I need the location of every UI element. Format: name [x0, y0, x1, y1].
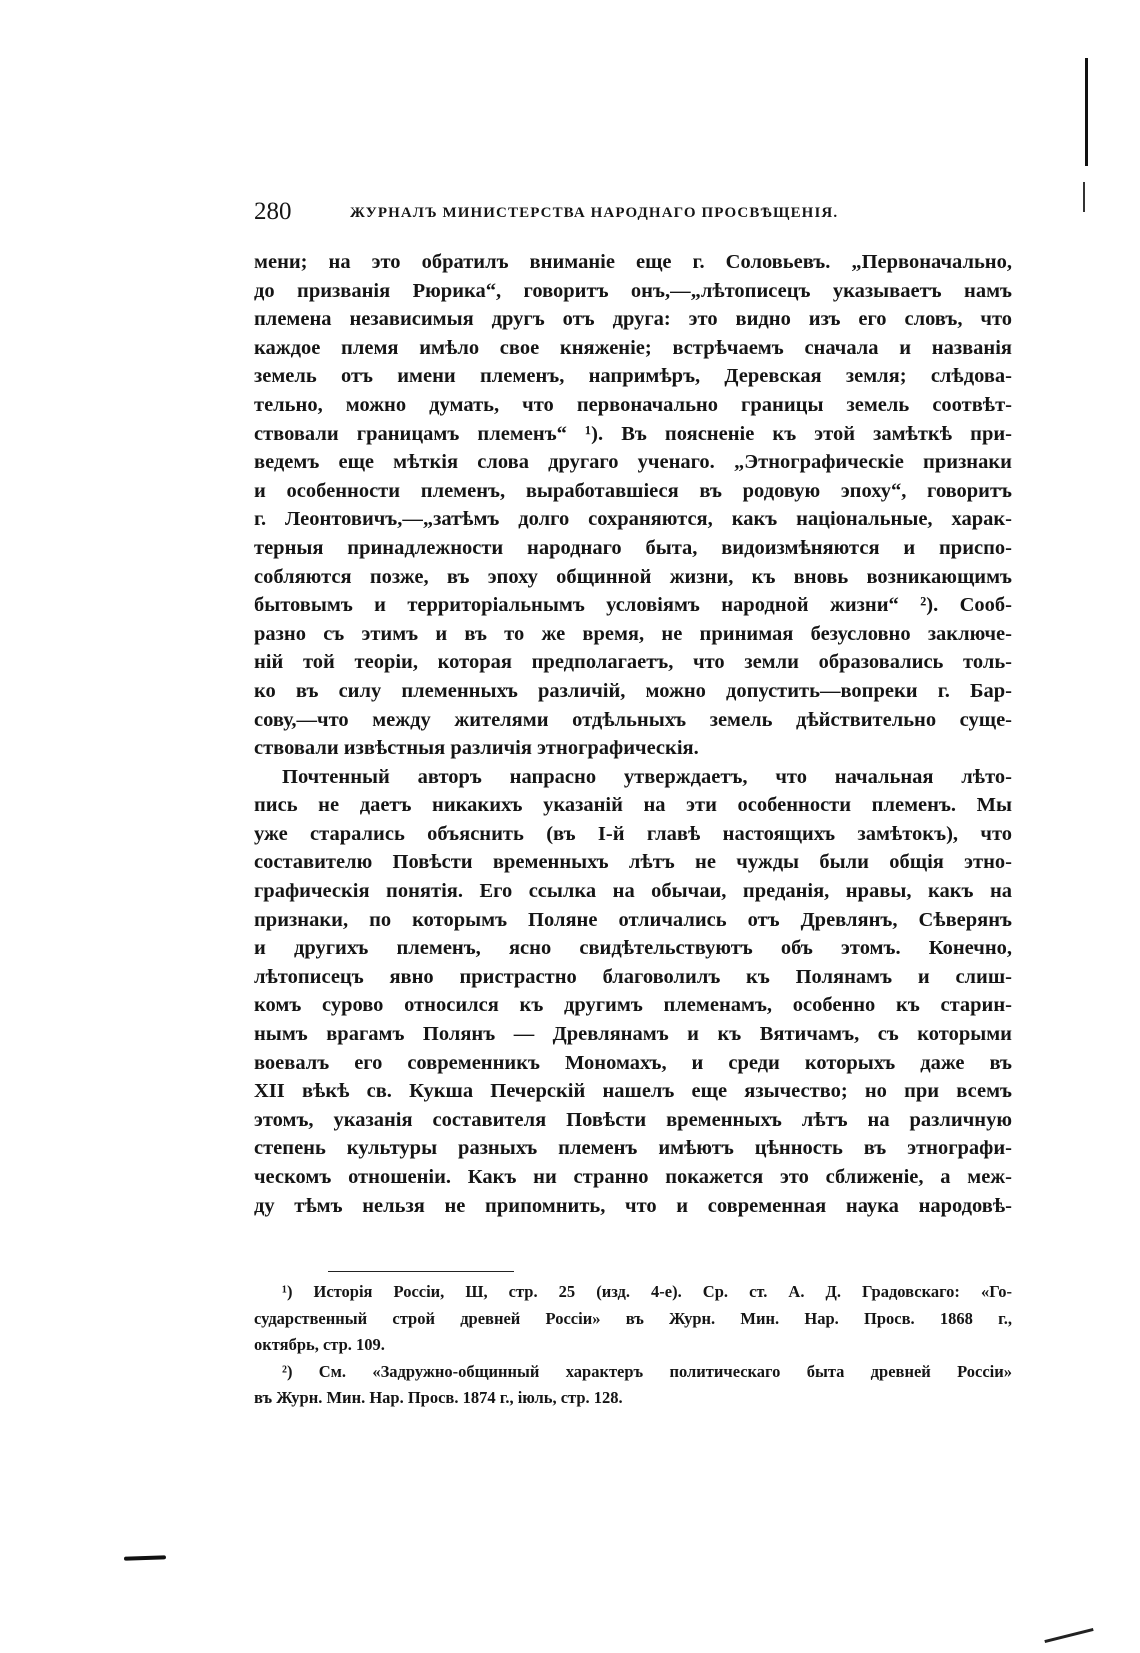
body-line: степень культуры разныхъ племенъ имѣютъ цѣнность въ этнографи-: [254, 1137, 1012, 1160]
running-title: ЖУРНАЛЪ МИНИСТЕРСТВА НАРОДНАГО ПРОСВѢЩЕНІЯ.: [350, 205, 839, 221]
body-line: и особенности племенъ, выработавшіеся въ родовую эпоху“, говоритъ: [254, 479, 1012, 502]
body-line: ческомъ отношеніи. Какъ ни странно покажется это сближеніе, а меж-: [254, 1166, 1012, 1188]
page-edge-mark-small: [1083, 182, 1085, 212]
body-text: [254, 248, 1012, 1220]
body-line: терныя принадлежности народнаго быта, видоизмѣняются и приспо-: [254, 536, 1012, 559]
body-line: этомъ, указанія составителя Повѣсти временныхъ лѣтъ на различную: [254, 1108, 1012, 1131]
body-line: бытовымъ и территоріальнымъ условіямъ народной жизни“ ²). Сооб-: [254, 594, 1012, 617]
body-line-paragraph-end: ствовали извѣстныя различія этнографическія.: [254, 737, 699, 760]
body-line: ко въ силу племенныхъ различій, можно допустить—вопреки г. Бар-: [254, 679, 1012, 702]
footnote-1-line: октябрь, стр. 109.: [254, 1335, 385, 1354]
scan-artifact-mark: [1044, 1628, 1093, 1643]
page-number: 280: [254, 198, 292, 225]
body-line: мени; на это обратилъ вниманіе еще г. Соловьевъ. „Первоначально,: [254, 251, 1012, 273]
footnotes: [254, 1279, 1012, 1412]
body-line: воевалъ его современникъ Мономахъ, и среди которыхъ даже въ: [254, 1051, 1012, 1074]
footnote-2-line: ²) См. «Задружно-общинный характеръ политическаго быта древней Россіи»: [282, 1361, 1012, 1381]
body-line: комъ сурово относился къ другимъ племенамъ, особенно къ старин-: [254, 994, 1012, 1017]
page-edge-mark: [1085, 58, 1088, 166]
body-line: составителю Повѣсти временныхъ лѣтъ не чужды были общія этно-: [254, 851, 1012, 874]
body-line: сову,—что между жителями отдѣльныхъ земель дѣйствительно суще-: [254, 708, 1012, 731]
body-line: собляются позже, въ эпоху общинной жизни, къ вновь возникающимъ: [254, 565, 1012, 588]
body-line: г. Леонтовичъ,—„затѣмъ долго сохраняются, какъ національные, харак-: [254, 508, 1012, 531]
body-line: нымъ врагамъ Полянъ — Древлянамъ и къ Вятичамъ, съ которыми: [254, 1023, 1012, 1046]
body-line: тельно, можно думать, что первоначально границы земель соотвѣт-: [254, 393, 1012, 416]
body-line: XII вѣкѣ св. Кукша Печерскій нашелъ еще язычество; но при всемъ: [254, 1080, 1012, 1103]
body-line: ній той теоріи, которая предполагаетъ, что земли образовались толь-: [254, 651, 1012, 674]
body-line: и другихъ племенъ, ясно свидѣтельствуютъ объ этомъ. Конечно,: [254, 937, 1012, 960]
body-line: каждое племя имѣло свое княженіе; встрѣчаемъ сначала и названія: [254, 336, 1012, 359]
body-line: пись не даетъ никакихъ указаній на эти особенности племенъ. Мы: [254, 794, 1012, 817]
body-line: лѣтописецъ явно пристрастно благоволилъ къ Полянамъ и слиш-: [254, 965, 1012, 988]
body-line: ствовали границамъ племенъ“ ¹). Въ поясненіе къ этой замѣткѣ при-: [254, 422, 1012, 445]
body-line: племена независимыя другъ отъ друга: это видно изъ его словъ, что: [254, 308, 1012, 331]
body-line: до призванія Рюрика“, говоритъ онъ,—„лѣтописецъ указываетъ намъ: [254, 279, 1012, 302]
page-header: [254, 198, 918, 228]
body-line: уже старались объяснить (въ І-й главѣ настоящихъ замѣтокъ), что: [254, 822, 1012, 845]
body-line: разно съ этимъ и въ то же время, не принимая безусловно заключе-: [254, 622, 1012, 645]
body-line: земель отъ имени племенъ, напримѣръ, Деревская земля; слѣдова-: [254, 365, 1012, 388]
body-line: ведемъ еще мѣткія слова другаго ученаго. „Этнографическіе признаки: [254, 451, 1012, 474]
body-line: графическія понятія. Его ссылка на обычаи, преданія, нравы, какъ на: [254, 880, 1012, 903]
footnote-1-line: ¹) Исторія Россіи, Ш, стр. 25 (изд. 4-е). Ср. ст. А. Д. Градовскаго: «Го-: [282, 1282, 1012, 1301]
footnote-1-line: сударственный строй древней Россіи» въ Журн. Мин. Нар. Просв. 1868 г.,: [254, 1308, 1012, 1328]
body-line: признаки, по которымъ Поляне отличались отъ Древлянъ, Сѣверянъ: [254, 908, 1012, 931]
body-line-paragraph-start: Почтенный авторъ напрасно утверждаетъ, что начальная лѣто-: [282, 765, 1012, 788]
body-line: ду тѣмъ нельзя не припомнить, что и современная наука народовѣ-: [254, 1194, 1012, 1217]
scan-artifact-mark: [124, 1555, 166, 1560]
footnote-2-line: въ Журн. Мин. Нар. Просв. 1874 г., іюль, стр. 128.: [254, 1388, 623, 1407]
footnote-divider: [328, 1271, 514, 1272]
